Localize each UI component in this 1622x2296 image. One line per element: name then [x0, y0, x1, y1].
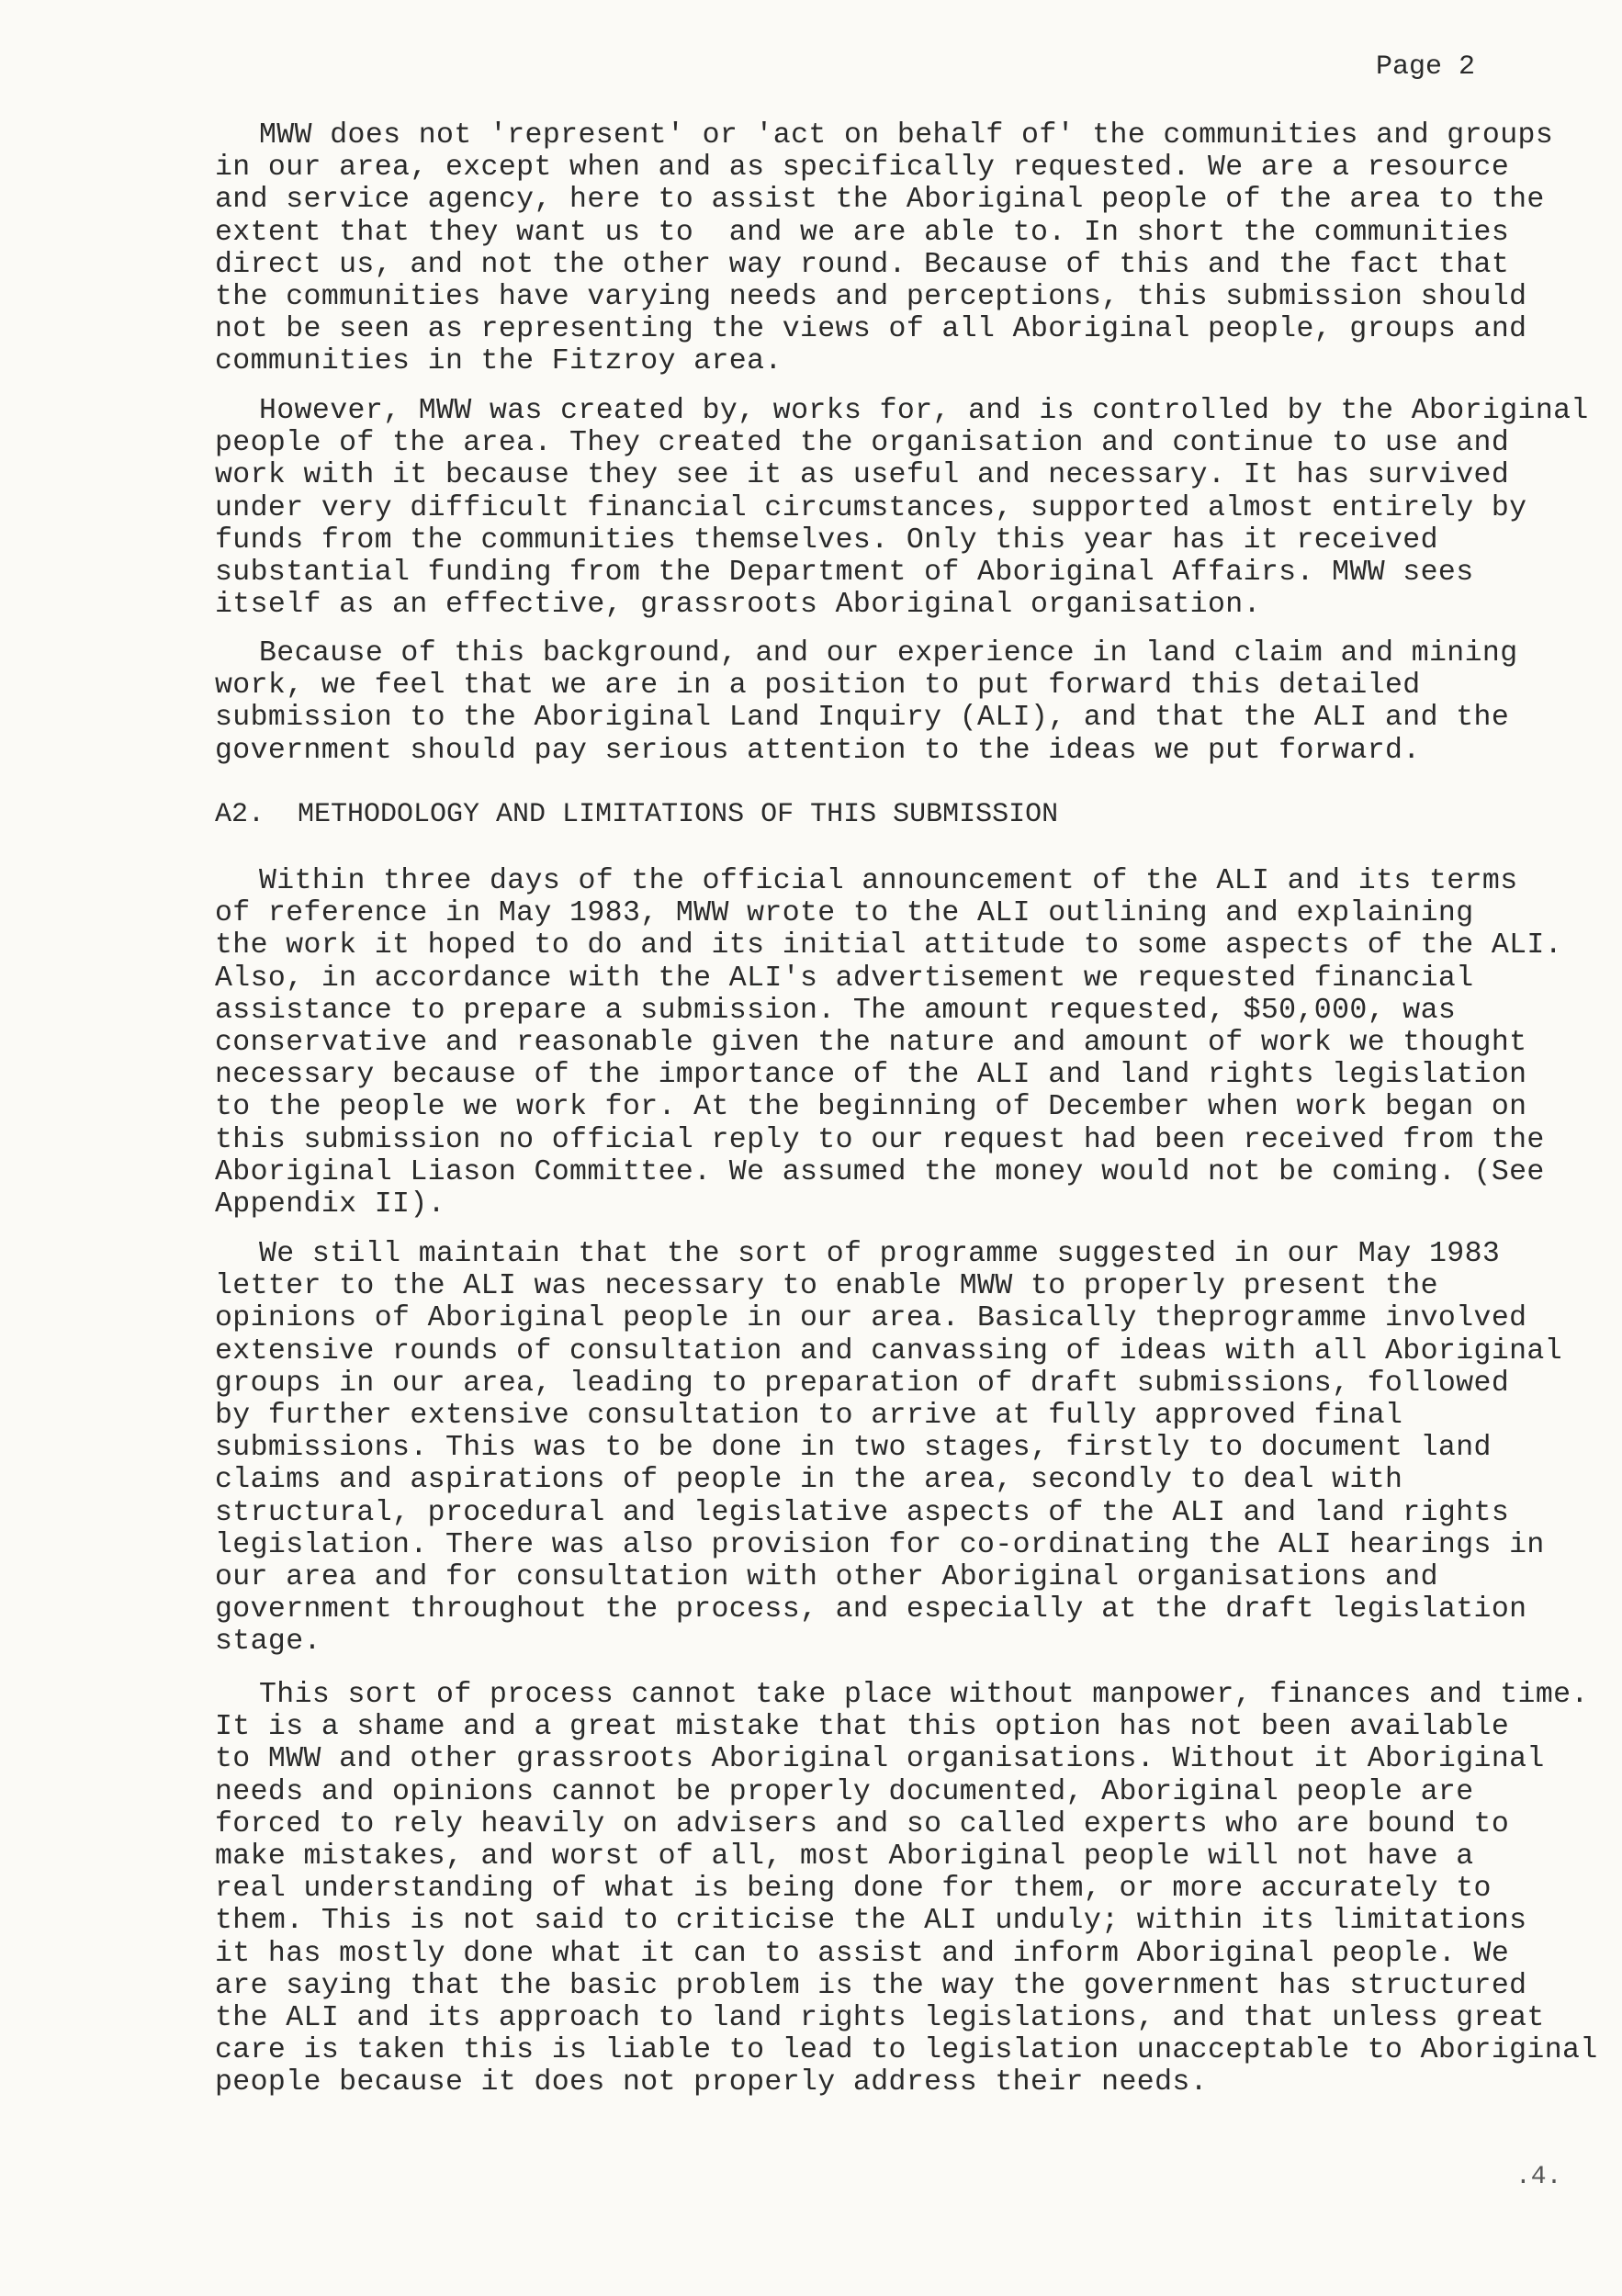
text-line: to MWW and other grassroots Aboriginal organisations. Without it Aboriginal [215, 1743, 1545, 1776]
text-line: Aboriginal Liason Committee. We assumed the money would not be coming. (See [215, 1155, 1545, 1188]
text-line: letter to the ALI was necessary to enable MWW to properly present the [215, 1270, 1438, 1303]
text-line: Also, in accordance with the ALI's advertisement we requested financial [215, 962, 1474, 995]
text-line: them. This is not said to criticise the ALI unduly; within its limitations [215, 1905, 1527, 1938]
text-line: assistance to prepare a submission. The amount requested, $50,000, was [215, 994, 1457, 1027]
text-line: communities in the Fitzroy area. [215, 345, 783, 378]
text-line: by further extensive consultation to arrive at fully approved final [215, 1400, 1403, 1433]
section-heading: A2. METHODOLOGY AND LIMITATIONS OF THIS SUBMISSION [215, 799, 1059, 830]
text-line: care is taken this is liable to lead to legislation unacceptable to Aboriginal [215, 2034, 1598, 2067]
text-line: people of the area. They created the organisation and continue to use and [215, 427, 1510, 460]
text-line: necessary because of the importance of the ALI and land rights legislation [215, 1059, 1527, 1092]
text-line: extensive rounds of consultation and canvassing of ideas with all Aboriginal [215, 1334, 1563, 1367]
text-line: needs and opinions cannot be properly documented, Aboriginal people are [215, 1775, 1474, 1808]
text-line: it has mostly done what it can to assist and inform Aboriginal people. We [215, 1937, 1510, 1970]
text-line: people because it does not properly address their needs. [215, 2066, 1208, 2099]
text-line: MWW does not 'represent' or 'act on behalf of' the communities and groups [259, 119, 1554, 152]
text-line: real understanding of what is being done for them, or more accurately to [215, 1873, 1492, 1906]
text-line: extent that they want us to and we are able to. In short the communities [215, 216, 1510, 249]
text-line: and service agency, here to assist the Aboriginal people of the area to the [215, 184, 1545, 217]
text-line: make mistakes, and worst of all, most Aboriginal people will not have a [215, 1840, 1474, 1874]
text-line: government throughout the process, and especially at the draft legislation [215, 1593, 1527, 1626]
text-line: work with it because they see it as useful and necessary. It has survived [215, 459, 1510, 492]
corner-mark: .4. [1515, 2163, 1562, 2191]
text-line: substantial funding from the Department of Aboriginal Affairs. MWW sees [215, 557, 1474, 590]
text-line: government should pay serious attention to the ideas we put forward. [215, 734, 1421, 767]
text-line: in our area, except when and as specifically requested. We are a resource [215, 152, 1510, 185]
text-line: submission to the Aboriginal Land Inquiry (ALI), and that the ALI and the [215, 702, 1510, 735]
text-line: submissions. This was to be done in two stages, firstly to document land [215, 1432, 1492, 1465]
text-line: This sort of process cannot take place without manpower, finances and time. [259, 1679, 1589, 1711]
text-line: Appendix II). [215, 1188, 445, 1221]
text-line: the communities have varying needs and perceptions, this submission should [215, 281, 1527, 314]
paragraph-representation [215, 119, 1593, 378]
text-line: Within three days of the official announcement of the ALI and its terms [259, 865, 1518, 897]
text-line: conservative and reasonable given the nature and amount of work we thought [215, 1027, 1527, 1060]
text-line: opinions of Aboriginal people in our area. Basically theprogramme involved [215, 1302, 1527, 1335]
text-line: structural, procedural and legislative aspects of the ALI and land rights [215, 1496, 1510, 1529]
text-line: the ALI and its approach to land rights legislations, and that unless great [215, 2002, 1545, 2035]
paragraph-organisation [215, 395, 1593, 621]
text-line: work, we feel that we are in a position to put forward this detailed [215, 670, 1421, 703]
paragraph-background [215, 637, 1593, 767]
text-line: stage. [215, 1626, 321, 1659]
text-line: the work it hoped to do and its initial attitude to some aspects of the ALI. [215, 929, 1563, 962]
text-line: forced to rely heavily on advisers and so called experts who are bound to [215, 1807, 1510, 1840]
paragraph-programme [215, 1238, 1593, 1659]
text-line: funds from the communities themselves. Only this year has it received [215, 523, 1438, 557]
text-line: not be seen as representing the views of all Aboriginal people, groups and [215, 313, 1527, 346]
paragraph-process [215, 1679, 1598, 2099]
text-line: this submission no official reply to our request had been received from the [215, 1123, 1545, 1156]
text-line: claims and aspirations of people in the area, secondly to deal with [215, 1464, 1403, 1497]
text-line: Because of this background, and our experience in land claim and mining [259, 637, 1518, 670]
paragraph-announcement [215, 865, 1593, 1221]
text-line: legislation. There was also provision for co-ordinating the ALI hearings in [215, 1528, 1545, 1561]
text-line: groups in our area, leading to preparation of draft submissions, followed [215, 1367, 1510, 1400]
text-line: of reference in May 1983, MWW wrote to the ALI outlining and explaining [215, 897, 1474, 930]
text-line: to the people we work for. At the beginning of December when work began on [215, 1091, 1527, 1124]
text-line: However, MWW was created by, works for, and is controlled by the Aboriginal [259, 395, 1589, 427]
text-line: itself as an effective, grassroots Aboriginal organisation. [215, 589, 1261, 622]
page-number: Page 2 [1376, 51, 1476, 83]
text-line: It is a shame and a great mistake that this option has not been available [215, 1711, 1510, 1744]
text-line: our area and for consultation with other Aboriginal organisations and [215, 1561, 1438, 1594]
text-line: under very difficult financial circumstances, supported almost entirely by [215, 491, 1527, 524]
text-line: are saying that the basic problem is the way the government has structured [215, 1969, 1527, 2002]
text-line: direct us, and not the other way round. Because of this and the fact that [215, 248, 1510, 281]
text-line: We still maintain that the sort of programme suggested in our May 1983 [259, 1238, 1501, 1270]
